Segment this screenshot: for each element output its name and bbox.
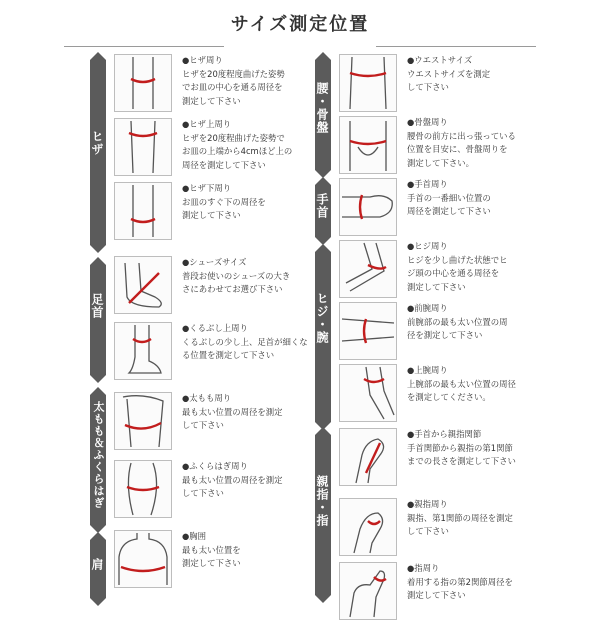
item-text: 測定して下さい [182,558,241,568]
item-text: 前腕部の最も太い位置の周 [407,316,508,327]
waist-icon [339,54,397,112]
list-item [90,392,320,452]
item-text: さにあわせてお選び下さい [182,284,283,294]
list-item [315,240,545,300]
item-text: 手首の一番細い位置の [407,192,491,203]
forearm-icon [339,302,397,360]
pelvis-icon [339,116,397,174]
below-knee-icon [114,182,172,240]
item-text: お皿の上端から4cmほど上の [182,146,293,156]
foot-icon [114,256,172,314]
item-title: ●親指周り [407,499,448,509]
list-item [315,562,545,622]
band-label: ヒザ [90,130,104,156]
item-text: ジ頭の中心を通る周径を [407,268,500,278]
title-rule-right [376,46,536,47]
knee-icon [114,54,172,112]
list-item [90,256,320,316]
item-title: ●上腕周り [407,365,448,375]
item-text: 測定して下さい。 [407,157,474,168]
item-title: ●手首周り [407,179,448,189]
band-label: 太もも＆ふくらはぎ [92,401,105,509]
item-text: 測定して下さい [407,281,466,292]
band-label: 手首 [315,193,329,219]
item-title: ●ヒザ下周り [182,183,232,193]
item-text: 最も太い位置を [182,544,241,555]
item-title: ●ヒジ周り [407,241,448,251]
item-text: ヒザを20度程度曲げた姿勢 [182,68,285,79]
band-label: 腰・骨盤 [315,82,329,134]
list-item [315,428,545,488]
item-title: ●くるぶし上周り [182,323,248,333]
item-text: お皿のすぐ下の周径を [182,196,266,207]
item-text: 周径を測定して下さい [407,206,491,216]
ankle-icon [114,322,172,380]
item-text: くるぶしの少し上、足首が細くな [182,336,308,347]
band-label: ヒジ・腕 [315,292,329,344]
item-text: 腰骨の前方に出っ張っている [407,130,516,141]
list-item [90,322,320,382]
item-title: ●骨盤周り [407,117,448,127]
item-text: 普段お使いのシューズの大き [182,270,291,281]
list-item [90,182,320,242]
calf-icon [114,460,172,518]
item-title: ●前腕周り [407,303,448,313]
item-title: ●胸囲 [182,531,207,541]
item-text: までの長さを測定して下さい [407,456,516,466]
item-text: 測定して下さい [182,95,241,106]
item-title: ●太もも周り [182,393,232,403]
thigh-icon [114,392,172,450]
band-label: 肩 [90,558,104,571]
item-title: ●指周り [407,563,440,573]
item-text: 着用する指の第2関節周径を [407,576,513,587]
wrist-icon [339,178,397,236]
upper-arm-icon [339,364,397,422]
list-item [315,364,545,424]
item-text: 最も太い位置の周径を測定 [182,474,283,485]
item-text: 最も太い位置の周径を測定 [182,406,283,417]
list-item [90,530,320,590]
title-rule-left [64,46,224,47]
list-item [90,118,320,178]
header [0,4,600,44]
list-item [315,54,545,114]
item-title: ●シューズサイズ [182,257,247,267]
band-label: 親指・指 [315,475,329,527]
item-text: ヒジを少し曲げた状態でヒ [407,254,508,265]
item-text: 親指、第1関節の周径を測定 [407,512,513,523]
list-item [315,116,545,176]
item-text: 上腕部の最も太い位置の周径 [407,378,516,389]
page-title: サイズ測定位置 [230,14,370,35]
item-text: る位置を測定して下さい [182,350,275,360]
item-text: を測定してください。 [407,392,491,402]
item-title: ●ふくらはぎ周り [182,461,248,471]
item-text: して下さい [182,420,224,430]
item-text: して下さい [182,488,224,498]
item-title: ●ウエストサイズ [407,55,473,65]
item-text: 手首関節から親指の第1関節 [407,442,513,453]
list-item [315,302,545,362]
item-text: して下さい [407,82,449,92]
elbow-icon [339,240,397,298]
thumb-icon [339,498,397,556]
list-item [315,178,545,238]
item-text: 測定して下さい [407,590,466,600]
item-text: ウエストサイズを測定 [407,68,491,79]
above-knee-icon [114,118,172,176]
list-item [90,54,320,114]
band-label: 足首 [90,293,104,319]
item-title: ●ヒザ上周り [182,119,232,129]
item-text: 径を測定して下さい [407,330,483,340]
item-text: 測定して下さい [182,210,241,220]
item-text: でお皿の中心を通る周径を [182,82,283,92]
item-text: ヒザを20度程曲げた姿勢で [182,132,285,143]
finger-icon [339,562,397,620]
item-text: 周径を測定して下さい [182,159,266,170]
chest-icon [114,530,172,588]
item-title: ●手首から親指関節 [407,429,482,439]
list-item [315,498,545,558]
thumb-length-icon [339,428,397,486]
item-text: して下さい [407,526,449,536]
list-item [90,460,320,520]
item-title: ●ヒザ周り [182,55,223,65]
item-text: 位置を目安に、骨盤周りを [407,144,508,154]
